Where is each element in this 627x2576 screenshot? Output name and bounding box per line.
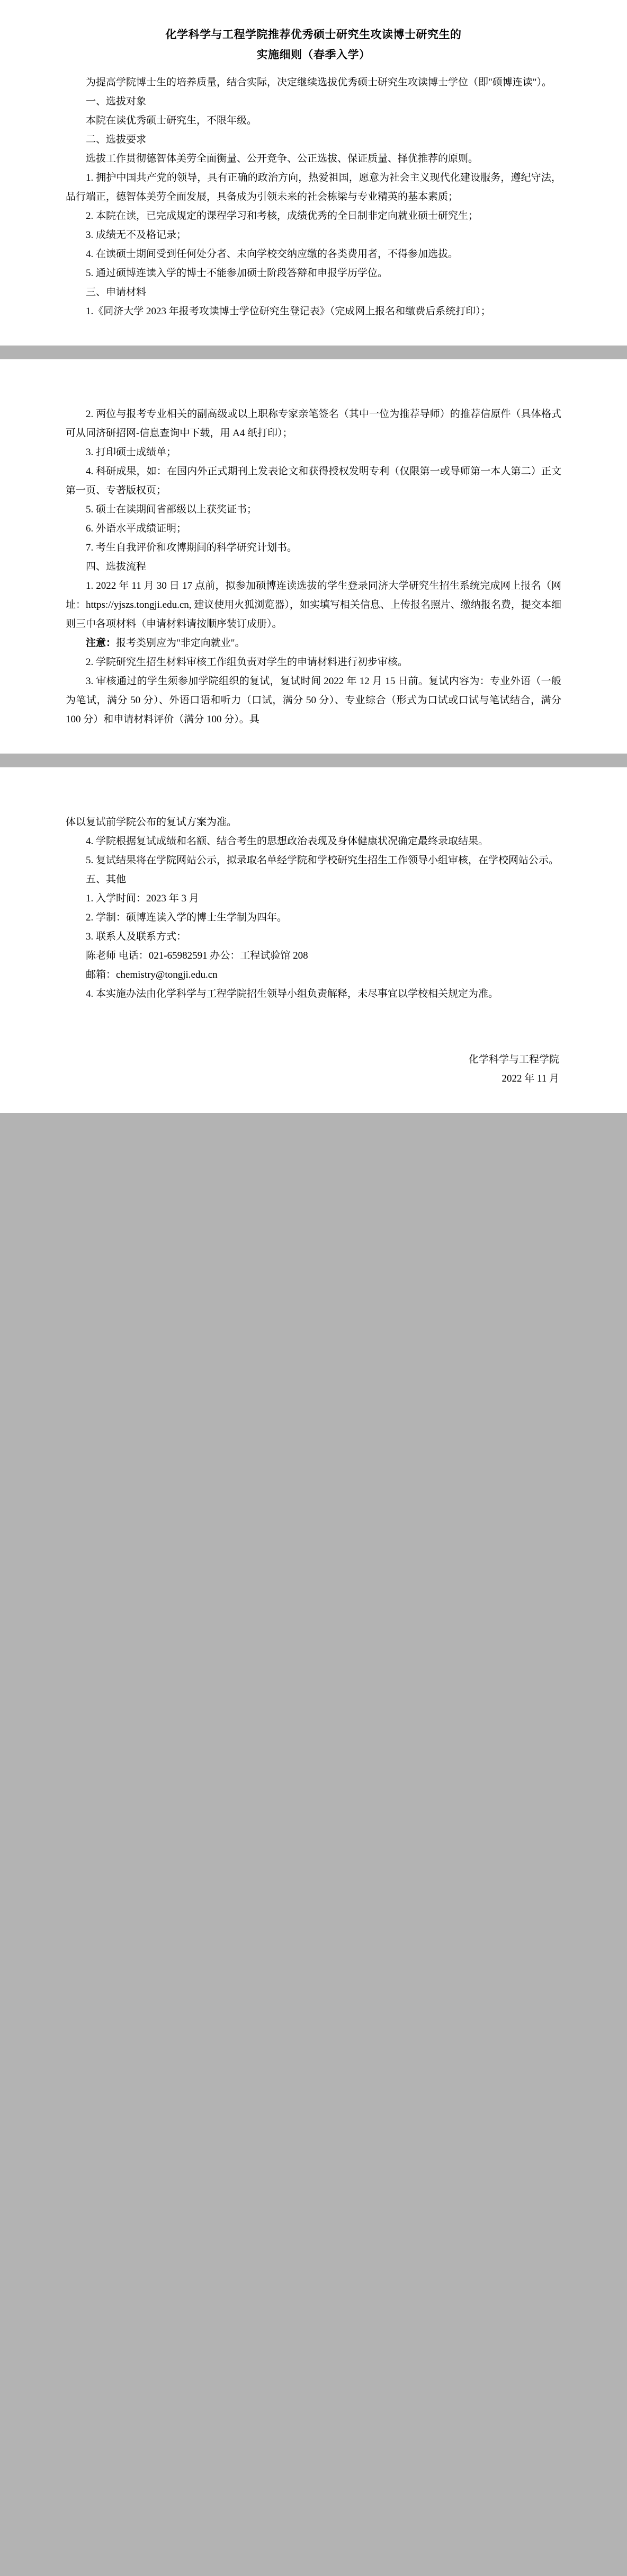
section-4-item-4: 4. 学院根据复试成绩和名额、结合考生的思想政治表现及身体健康状况确定最终录取结果。	[86, 836, 489, 847]
page-title-line-1: 化学科学与工程学院推荐优秀硕士研究生攻读博士研究生的	[165, 28, 462, 41]
section-3-item-6: 6. 外语水平成绩证明；	[86, 523, 187, 534]
section-1-heading: 一、选拔对象	[86, 96, 147, 107]
section-3-heading: 三、申请材料	[86, 287, 147, 298]
section-4-item-5: 5. 复试结果将在学院网站公示，拟录取名单经学院和学校研究生招生工作领导小组审核，在学校网站公示。	[86, 855, 559, 866]
signature-date: 2022 年 11 月	[501, 1073, 559, 1084]
section-3-item-3: 3. 打印硕士成绩单；	[86, 447, 177, 458]
document-page-2	[0, 359, 627, 754]
page-title-line-2: 实施细则（春季入学）	[256, 48, 371, 61]
section-2-heading: 二、选拔要求	[86, 134, 147, 145]
contact-person: 陈老师 电话：021-65982591 办公：工程试验馆 208	[86, 950, 308, 961]
section-2-item-5: 5. 通过硕博连读入学的博士不能参加硕士阶段答辩和申报学历学位。	[86, 268, 388, 279]
signature-organization: 化学科学与工程学院	[468, 1054, 559, 1065]
section-4-item-2: 2. 学院研究生招生材料审核工作组负责对学生的申请材料进行初步审核。	[86, 657, 408, 668]
section-2-intro: 选拔工作贯彻德智体美劳全面衡量、公开竞争、公正选拔、保证质量、择优推荐的原则。	[86, 153, 479, 164]
document-page-3	[0, 767, 627, 1113]
section-2-item-3: 3. 成绩无不及格记录；	[86, 229, 187, 241]
section-4-item-1: 1. 2022 年 11 月 30 日 17 点前，拟参加硕博连读选拔的学生登录同济大学研究生招生系统完成网上报名（网址：https://yjszs.tongji.edu.cn, 建议使用火狐浏览器），如实填写相关信息、上传报名照片、缴纳报名费，提交本细则三中各项材料（申请材料请按顺序装订成册）。	[66, 580, 561, 630]
document-page-1	[0, 0, 627, 346]
section-2-item-2: 2. 本院在读，已完成规定的课程学习和考核，成绩优秀的全日制非定向就业硕士研究生；	[86, 210, 479, 222]
section-2-item-1: 1. 拥护中国共产党的领导，具有正确的政治方向，热爱祖国，愿意为社会主义现代化建设服务，遵纪守法，品行端正，德智体美劳全面发展，具备成为引领未来的社会栋梁与专业精英的基本素质；	[66, 172, 561, 202]
section-3-item-4: 4. 科研成果，如：在国内外正式期刊上发表论文和获得授权发明专利（仅限第一或导师第一本人第二）正文第一页、专著版权页；	[66, 466, 561, 496]
section-4-note-body: 报考类别应为"非定向就业"。	[116, 638, 245, 649]
section-4-heading: 四、选拔流程	[86, 561, 147, 572]
section-3-item-1: 1.《同济大学 2023 年报考攻读博士学位研究生登记表》（完成网上报名和缴费后系统打印）；	[86, 306, 491, 317]
section-5-item-2: 2. 学制：硕博连读入学的博士生学制为四年。	[86, 912, 288, 923]
page-separator-2	[0, 754, 627, 767]
section-4-item-3: 3. 审核通过的学生须参加学院组织的复试，复试时间 2022 年 12 月 15 日前。复试内容为：专业外语（一般为笔试，满分 50 分）、外语口语和听力（口试，满分 50 分）、专业综合（形式为口试或口试与笔试结合，满分 100 分）和申请材料评价（满分 100 分）。具	[66, 676, 561, 725]
section-3-item-7: 7. 考生自我评价和攻博期间的科学研究计划书。	[86, 542, 298, 553]
section-4-note	[66, 634, 561, 653]
section-1-body: 本院在读优秀硕士研究生，不限年级。	[86, 115, 257, 126]
signature-block	[66, 1050, 561, 1088]
section-3-item-5: 5. 硕士在读期间省部级以上获奖证书；	[86, 504, 257, 515]
page-title	[66, 24, 561, 65]
section-4-item-3-continued: 体以复试前学院公布的复试方案为准。	[66, 817, 237, 828]
section-5-heading: 五、其他	[86, 874, 127, 885]
contact-email: 邮箱：chemistry@tongji.edu.cn	[86, 969, 218, 980]
page-separator-1	[0, 346, 627, 359]
section-3-item-2: 2. 两位与报考专业相关的副高级或以上职称专家亲笔签名（其中一位为推荐导师）的推荐信原件（具体格式可从同济研招网-信息查询中下载，用 A4 纸打印）；	[66, 409, 561, 439]
section-4-note-label: 注意：	[86, 638, 117, 649]
section-2-item-4: 4. 在读硕士期间受到任何处分者、未向学校交纳应缴的各类费用者，不得参加选拔。	[86, 249, 459, 260]
intro-paragraph: 为提高学院博士生的培养质量，结合实际，决定继续选拔优秀硕士研究生攻读博士学位（即"硕博连读"）。	[86, 77, 552, 88]
section-5-item-4: 4. 本实施办法由化学科学与工程学院招生领导小组负责解释，未尽事宜以学校相关规定为准。	[86, 988, 499, 999]
section-5-item-1: 1. 入学时间：2023 年 3 月	[86, 893, 199, 904]
section-5-item-3: 3. 联系人及联系方式：	[86, 931, 187, 942]
